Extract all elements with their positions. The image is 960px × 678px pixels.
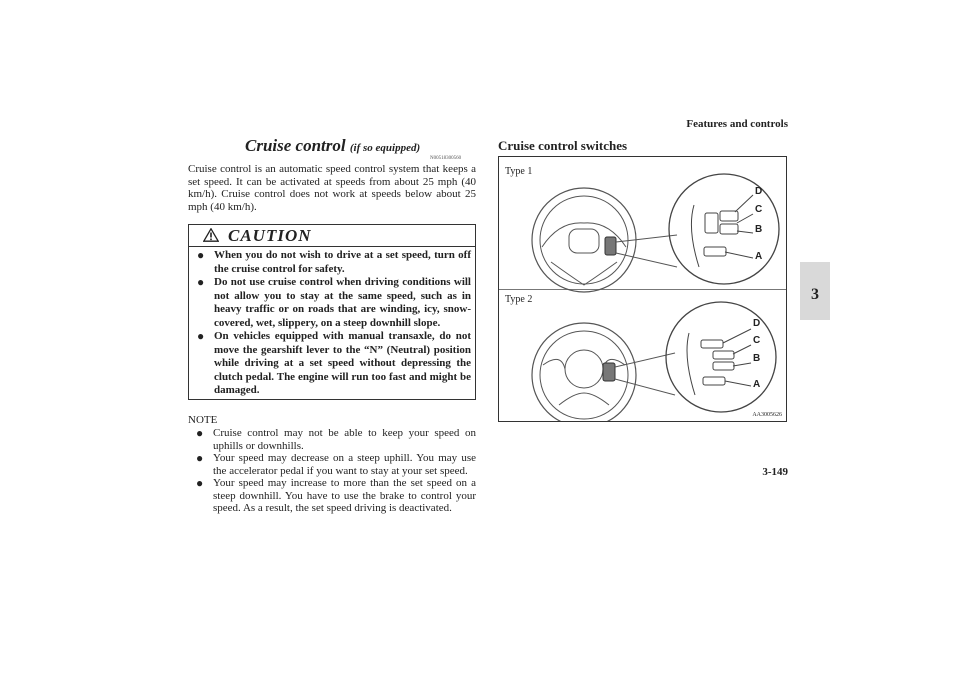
callout-d: D (753, 318, 761, 329)
section-code: N00518300560 (430, 156, 462, 161)
caution-item: ● When you do not wish to drive at a set speed, turn off the cruise control for safety. (195, 249, 471, 276)
section-title-suffix: (if so equipped) (349, 142, 421, 154)
switch-closeup-type1 (669, 174, 779, 284)
steering-wheel-type1-illustration (532, 188, 677, 292)
page-header: Features and controls (686, 118, 788, 130)
callout-d: D (755, 186, 763, 197)
chapter-number: 3 (811, 286, 819, 303)
note-list (194, 427, 476, 515)
caution-header (189, 225, 475, 247)
steering-wheel-type2-illustration (532, 323, 675, 421)
note-item: ● Cruise control may not be able to keep your speed on uphills or downhills. (194, 427, 476, 452)
caution-item: ● On vehicles equipped with manual transaxle, do not move the gearshift lever to the “N” (Neutral) position while driving at a set speed without depressing the clutch pedal. The engine will run too fast and might be damaged. (195, 330, 471, 398)
section-title (245, 136, 420, 156)
callout-b: B (755, 224, 763, 235)
note-label: NOTE (188, 414, 218, 426)
switches-title: Cruise control switches (498, 138, 628, 153)
caution-item: ● Do not use cruise control when driving conditions will not allow you to stay at the same speed, such as in heavy traffic or on roads that are winding, icy, snow-covered, wet, slippery, on a steep downhill slope. (195, 276, 471, 330)
type2-label: Type 2 (505, 294, 533, 305)
callout-c: C (755, 204, 763, 215)
page-number: 3-149 (762, 466, 788, 478)
callout-a: A (755, 251, 763, 262)
caution-box (188, 224, 476, 400)
intro-paragraph: Cruise control is an automatic speed control system that keeps a set speed. It can be activated at speeds from about 25 mph (40 km/h). Cruise control does not work at speeds below about 25 mph (40 km/h). (188, 163, 476, 213)
caution-title: CAUTION (228, 226, 312, 245)
callout-b: B (753, 353, 761, 364)
note-item: ● Your speed may increase to more than the set speed on a steep downhill. You have to use the brake to control your speed. As a result, the set speed driving is deactivated. (194, 477, 476, 515)
callout-c: C (753, 335, 761, 346)
type1-label: Type 1 (505, 166, 533, 177)
caution-list (195, 249, 471, 398)
steering-wheel-diagrams (499, 157, 786, 421)
callout-a: A (753, 379, 761, 390)
figure-code: AA3005626 (752, 412, 782, 418)
switches-figure (498, 156, 787, 422)
chapter-tab (800, 262, 830, 320)
warning-triangle-icon (203, 228, 219, 242)
section-title-text: Cruise control (245, 136, 346, 155)
note-item: ● Your speed may decrease on a steep uphill. You may use the accelerator pedal if you want to stay at your set speed. (194, 452, 476, 477)
